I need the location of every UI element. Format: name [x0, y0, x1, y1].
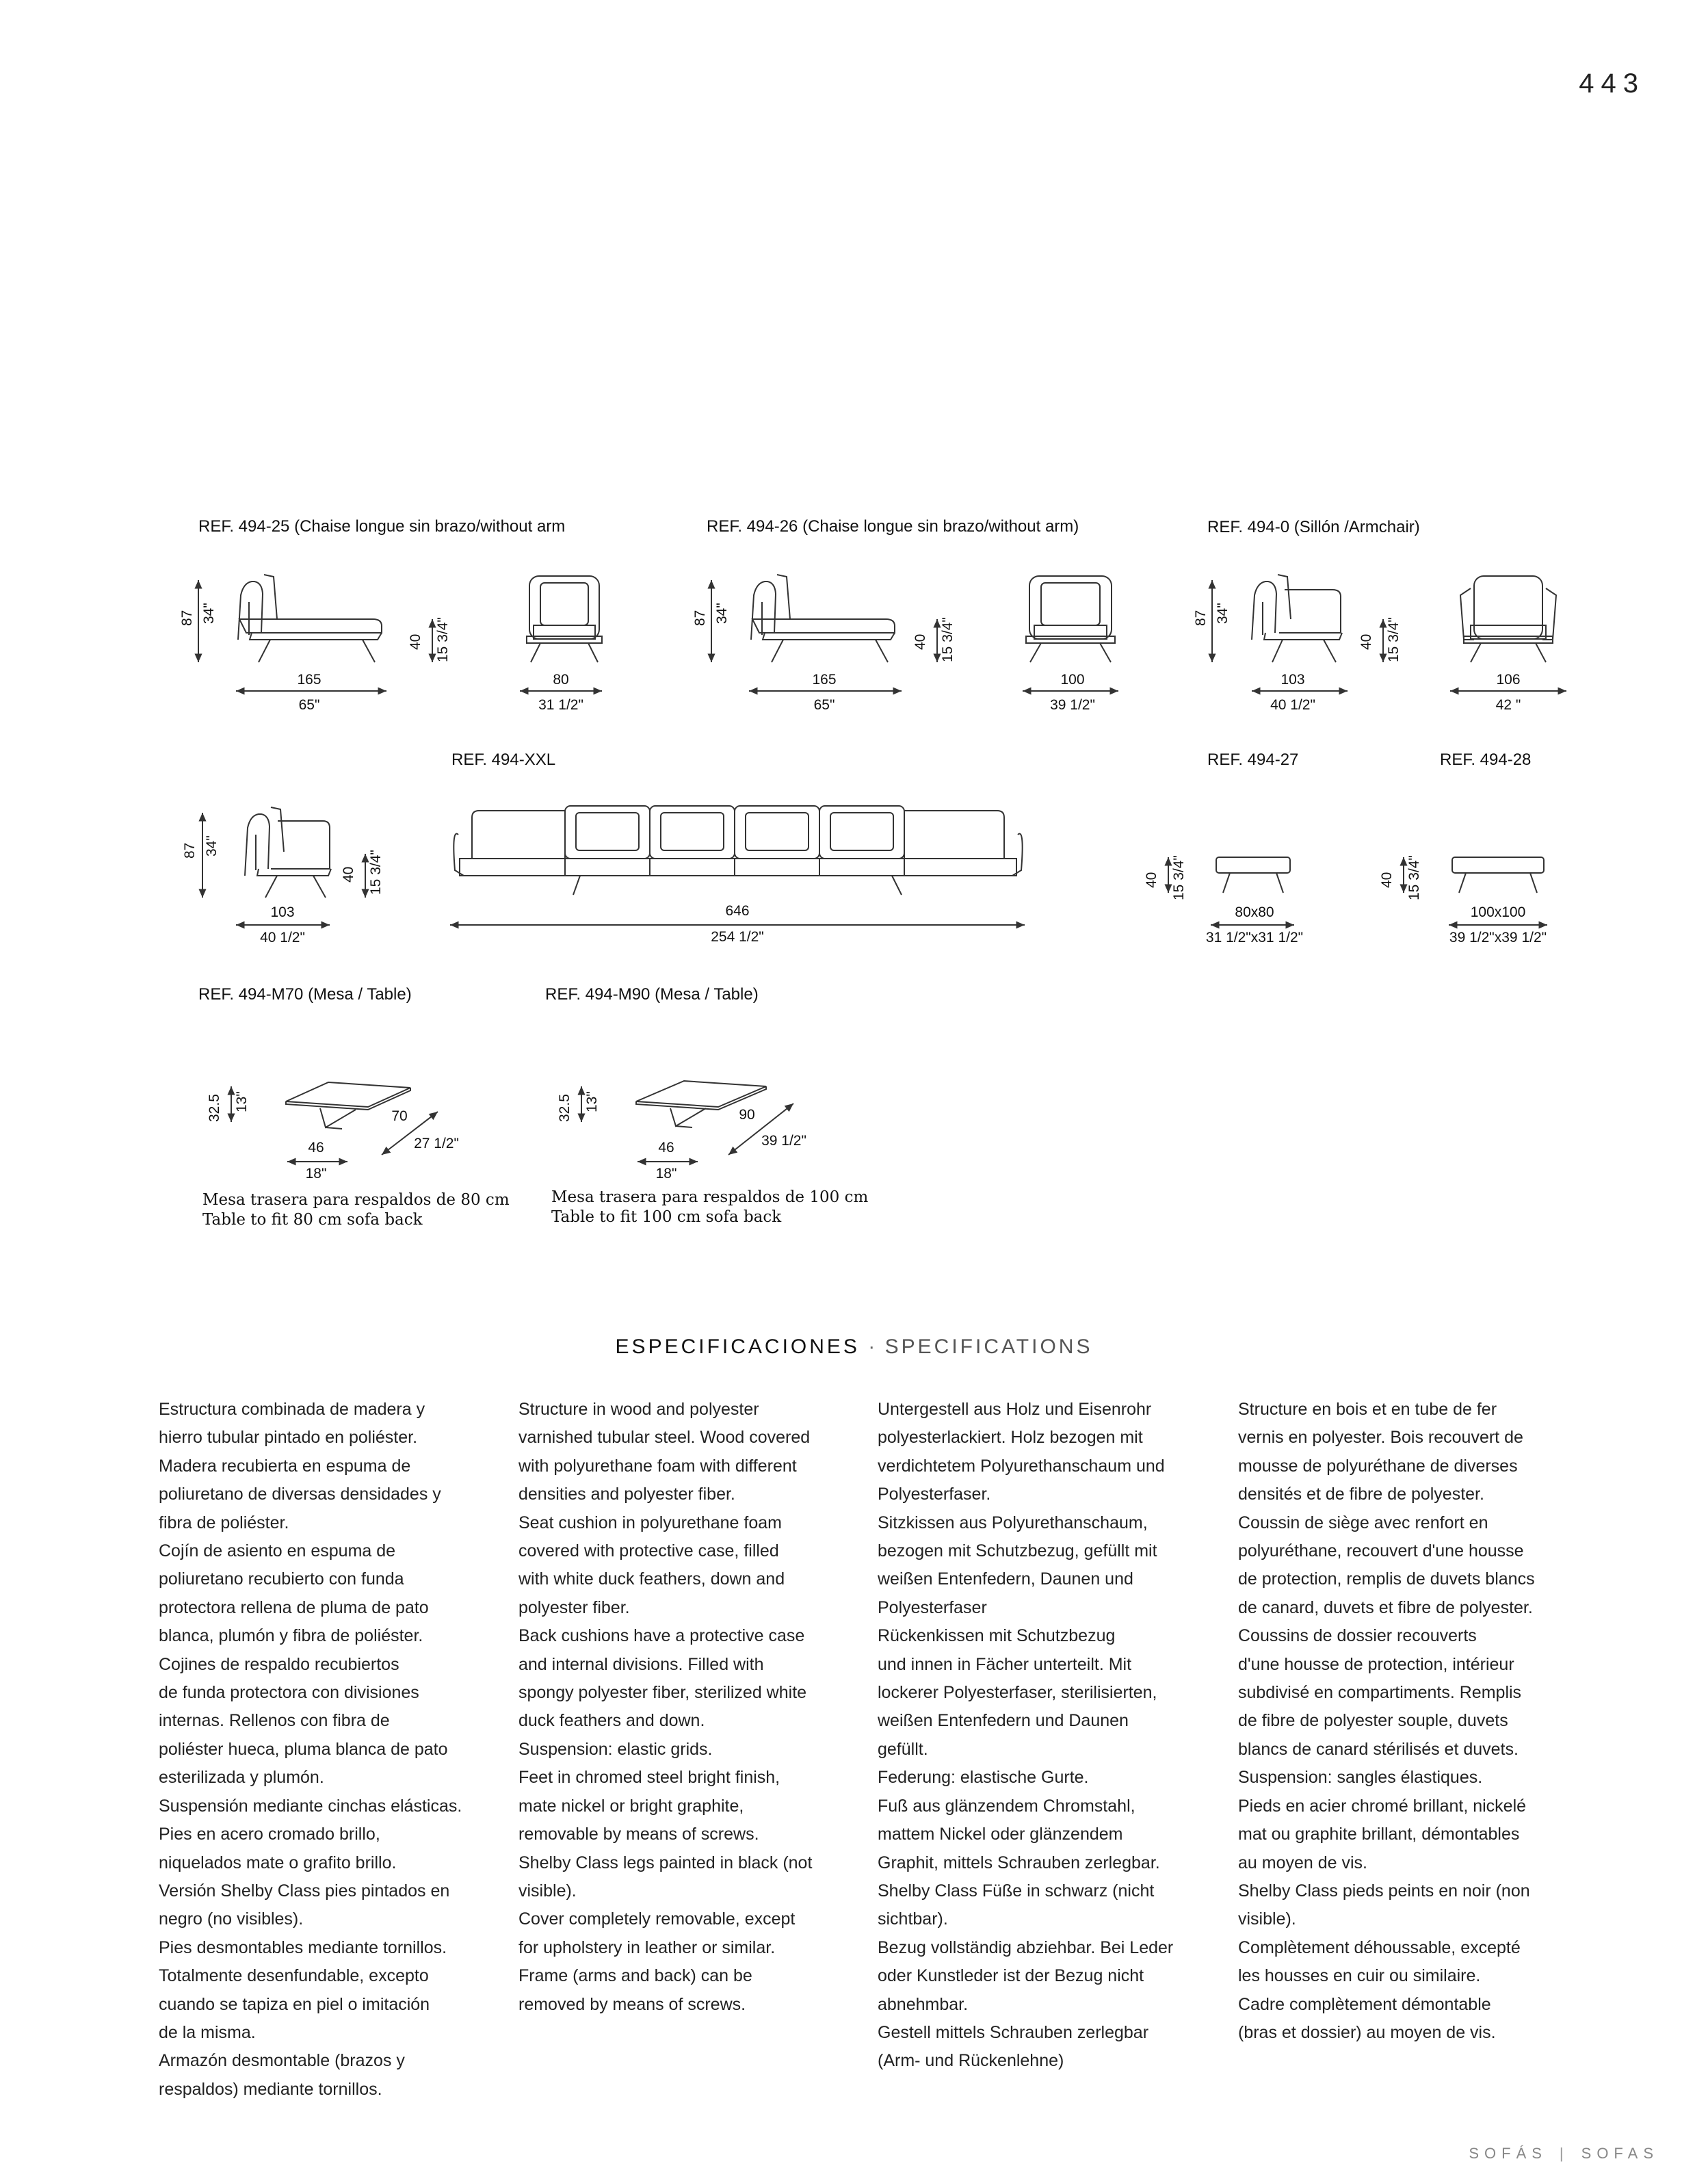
m70-depth-cm: 46: [308, 1140, 324, 1155]
chaise-494-26-front-drawing: [1026, 576, 1115, 662]
spec-line: Gestell mittels Schrauben zerlegbar: [878, 2022, 1149, 2042]
spec-line: poliuretano recubierto con funda: [159, 1569, 404, 1589]
spec-line: Rückenkissen mit Schutzbezug: [878, 1626, 1116, 1646]
spec-line: Shelby Class Füße in schwarz (nicht: [878, 1881, 1155, 1901]
spec-line: Structure in wood and polyester: [518, 1400, 759, 1419]
spec-line: Suspension: sangles élastiques.: [1238, 1768, 1483, 1788]
spec-line: densities and polyester fiber.: [518, 1485, 735, 1504]
sofa-494-xxl-drawing: [454, 806, 1022, 895]
armchair-494-0-side-drawing: [1252, 575, 1342, 662]
m90-length-cm: 90: [739, 1107, 755, 1123]
corner-height-cm: 87: [182, 842, 198, 859]
spec-line: with polyurethane foam with different: [518, 1456, 797, 1476]
spec-line: negro (no visibles).: [159, 1909, 304, 1929]
ref-494-28-title: REF. 494-28: [1440, 750, 1532, 769]
specifications-heading-separator: ·: [868, 1335, 877, 1358]
chaise25-length-in: 65": [298, 697, 320, 713]
xxl-length-cm: 646: [725, 903, 750, 919]
spec-line: hierro tubular pintado en poliéster.: [159, 1428, 418, 1448]
chaise25-seat-cm: 40: [408, 634, 423, 650]
chaise26-seat-in: 15 3/4": [940, 617, 956, 662]
spec-line: Pies desmontables mediante tornillos.: [159, 1937, 447, 1957]
armchair-front-cm: 106: [1496, 672, 1521, 688]
spec-line: Bezug vollständig abziehbar. Bei Leder: [878, 1937, 1174, 1957]
spec-line: Coussin de siège avec renfort en: [1238, 1513, 1488, 1532]
specifications-heading-en: SPECIFICATIONS: [884, 1335, 1093, 1358]
spec-line: Shelby Class pieds peints en noir (non: [1238, 1881, 1530, 1901]
ref-494-xxl-title: REF. 494-XXL: [451, 750, 556, 769]
spec-line: polyester fiber.: [518, 1597, 630, 1617]
spec-line: mattem Nickel oder glänzendem: [878, 1825, 1123, 1844]
corner-module-side-drawing: [245, 807, 331, 898]
spec-line: Cover completely removable, except: [518, 1909, 796, 1929]
spec-line: poliuretano de diversas densidades y: [159, 1485, 441, 1504]
m90-caption: [551, 1188, 868, 1227]
m90-length-in: 39 1/2": [761, 1133, 806, 1149]
pouf28-size-cm: 100x100: [1470, 904, 1526, 920]
pouf28-size-in: 39 1/2"x39 1/2": [1449, 930, 1547, 945]
spec-line: Estructura combinada de madera y: [159, 1400, 425, 1419]
specs-column-fr: [1238, 1396, 1566, 2047]
spec-line: Feet in chromed steel bright finish,: [518, 1768, 780, 1788]
page-number: 443: [1579, 68, 1645, 99]
spec-line: Graphit, mittels Schrauben zerlegbar.: [878, 1853, 1160, 1872]
footer-label-en: SOFAS: [1581, 2145, 1659, 2162]
spec-line: poliéster hueca, pluma blanca de pato: [159, 1739, 448, 1759]
spec-line: abnehmbar.: [878, 1994, 969, 2014]
spec-line: verdichtetem Polyurethanschaum und: [878, 1456, 1165, 1476]
spec-line: Sitzkissen aus Polyurethanschaum,: [878, 1513, 1148, 1532]
spec-line: blancs de canard stérilisés et duvets.: [1238, 1739, 1519, 1759]
pouf-494-28-drawing: [1452, 857, 1544, 893]
spec-line: de la misma.: [159, 2022, 256, 2042]
chaise25-height-cm: 87: [179, 610, 195, 626]
armchair-height-cm: 87: [1193, 610, 1209, 626]
spec-line: duck feathers and down.: [518, 1711, 705, 1731]
chaise-494-25-side-drawing: [238, 575, 382, 662]
chaise25-length-cm: 165: [297, 672, 321, 688]
spec-line: au moyen de vis.: [1238, 1853, 1367, 1872]
spec-line: gefüllt.: [878, 1739, 928, 1759]
spec-line: (bras et dossier) au moyen de vis.: [1238, 2022, 1496, 2042]
chaise26-front-cm: 100: [1060, 672, 1085, 688]
spec-line: Madera recubierta en espuma de: [159, 1456, 411, 1476]
spec-line: removed by means of screws.: [518, 1994, 746, 2014]
spec-line: subdivisé en compartiments. Remplis: [1238, 1683, 1522, 1703]
m70-depth-in: 18": [305, 1166, 327, 1181]
chaise-494-25-front-drawing: [527, 576, 602, 662]
chaise26-front-in: 39 1/2": [1050, 697, 1095, 713]
corner-seat-in: 15 3/4": [368, 850, 384, 895]
corner-length-cm: 103: [270, 904, 295, 920]
spec-line: weißen Entenfedern, Daunen und: [878, 1569, 1133, 1589]
spec-line: de protection, remplis de duvets blancs: [1238, 1569, 1535, 1589]
corner-height-in: 34": [204, 835, 220, 857]
spec-line: Suspension: elastic grids.: [518, 1739, 713, 1759]
spec-line: Back cushions have a protective case: [518, 1626, 805, 1646]
chaise25-front-cm: 80: [553, 672, 569, 688]
spec-line: Polyesterfaser.: [878, 1485, 991, 1504]
m70-caption: [202, 1190, 510, 1230]
specs-column-en: [518, 1396, 847, 2019]
pouf28-height-in: 15 3/4": [1406, 855, 1422, 900]
spec-line: Cadre complètement démontable: [1238, 1994, 1491, 2014]
spec-line: cuando se tapiza en piel o imitación: [159, 1994, 430, 2014]
pouf-494-27-drawing: [1216, 857, 1290, 893]
spec-line: lockerer Polyesterfaser, sterilisierten,: [878, 1683, 1157, 1703]
spec-line: Pieds en acier chromé brillant, nickelé: [1238, 1796, 1527, 1816]
spec-line: oder Kunstleder ist der Bezug nicht: [878, 1966, 1144, 1986]
spec-line: Shelby Class legs painted in black (not: [518, 1853, 813, 1872]
spec-line: (Arm- und Rückenlehne): [878, 2051, 1064, 2071]
armchair-494-0-front-drawing: [1460, 576, 1556, 662]
chaise25-front-in: 31 1/2": [538, 697, 583, 713]
spec-line: polyuréthane, recouvert d'une housse: [1238, 1541, 1524, 1561]
spec-line: mate nickel or bright graphite,: [518, 1796, 744, 1816]
armchair-seat-in: 15 3/4": [1386, 617, 1402, 662]
ref-494-26-title: REF. 494-26 (Chaise longue sin brazo/without arm): [707, 517, 1079, 536]
spec-line: Complètement déhoussable, excepté: [1238, 1937, 1521, 1957]
corner-length-in: 40 1/2": [260, 930, 305, 945]
spec-line: Cojines de respaldo recubiertos: [159, 1654, 399, 1674]
corner-seat-cm: 40: [341, 866, 356, 883]
spec-line: vernis en polyester. Bois recouvert de: [1238, 1428, 1523, 1448]
spec-line: fibra de poliéster.: [159, 1513, 289, 1532]
chaise25-seat-in: 15 3/4": [435, 617, 451, 662]
ref-494-0-title: REF. 494-0 (Sillón /Armchair): [1207, 518, 1420, 536]
m70-caption-en: Table to fit 80 cm sofa back: [202, 1211, 423, 1229]
pouf27-size-cm: 80x80: [1235, 904, 1274, 920]
m90-height-in: 13": [584, 1091, 600, 1112]
spec-line: covered with protective case, filled: [518, 1541, 779, 1561]
spec-line: Frame (arms and back) can be: [518, 1966, 752, 1986]
spec-line: respaldos) mediante tornillos.: [159, 2079, 382, 2099]
ref-494-m70-title: REF. 494-M70 (Mesa / Table): [198, 985, 412, 1004]
armchair-front-in: 42 ": [1495, 697, 1521, 713]
m90-height-cm: 32.5: [557, 1094, 573, 1122]
spec-line: with white duck feathers, down and: [518, 1569, 785, 1589]
spec-line: Totalmente desenfundable, excepto: [159, 1966, 429, 1986]
pouf27-size-in: 31 1/2"x31 1/2": [1205, 930, 1304, 945]
spec-line: blanca, plumón y fibra de poliéster.: [159, 1626, 423, 1646]
chaise26-length-cm: 165: [812, 672, 837, 688]
spec-line: for upholstery in leather or similar.: [518, 1937, 776, 1957]
spec-line: Untergestell aus Holz und Eisenrohr: [878, 1400, 1152, 1419]
spec-line: Fuß aus glänzendem Chromstahl,: [878, 1796, 1135, 1816]
m70-caption-es: Mesa trasera para respaldos de 80 cm: [202, 1191, 510, 1209]
m90-caption-en: Table to fit 100 cm sofa back: [551, 1208, 782, 1226]
ref-494-m90-title: REF. 494-M90 (Mesa / Table): [545, 985, 759, 1004]
spec-line: Structure en bois et en tube de fer: [1238, 1400, 1497, 1419]
chaise26-length-in: 65": [813, 697, 835, 713]
spec-line: Seat cushion in polyurethane foam: [518, 1513, 782, 1532]
pouf27-height-in: 15 3/4": [1171, 855, 1187, 900]
pouf27-height-cm: 40: [1144, 872, 1159, 888]
pouf28-height-cm: 40: [1379, 872, 1395, 888]
spec-line: internas. Rellenos con fibra de: [159, 1711, 390, 1731]
spec-line: Versión Shelby Class pies pintados en: [159, 1881, 450, 1901]
spec-line: de funda protectora con divisiones: [159, 1683, 419, 1703]
m70-height-cm: 32.5: [207, 1094, 222, 1122]
spec-line: esterilizada y plumón.: [159, 1768, 324, 1788]
spec-line: de fibre de polyester souple, duvets: [1238, 1711, 1508, 1731]
specs-column-es: [159, 1396, 487, 2104]
spec-line: mousse de polyuréthane de diverses: [1238, 1456, 1518, 1476]
m70-height-in: 13": [234, 1091, 250, 1112]
spec-line: Coussins de dossier recouverts: [1238, 1626, 1477, 1646]
spec-line: de canard, duvets et fibre de polyester.: [1238, 1597, 1533, 1617]
armchair-length-in: 40 1/2": [1270, 697, 1315, 713]
chaise26-height-cm: 87: [692, 610, 708, 626]
specs-column-de: [878, 1396, 1206, 2076]
specifications-heading: [0, 1335, 1708, 1359]
ref-494-27-title: REF. 494-27: [1207, 750, 1299, 769]
spec-line: niquelados mate o grafito brillo.: [159, 1853, 397, 1872]
spec-line: Federung: elastische Gurte.: [878, 1768, 1089, 1788]
spec-line: les housses en cuir ou similaire.: [1238, 1966, 1481, 1986]
spec-line: protectora rellena de pluma de pato: [159, 1597, 429, 1617]
footer-separator: |: [1559, 2145, 1569, 2162]
ref-494-25-title: REF. 494-25 (Chaise longue sin brazo/without arm: [198, 517, 566, 536]
chaise-494-26-side-drawing: [751, 575, 895, 662]
m90-depth-in: 18": [655, 1166, 677, 1181]
m70-length-cm: 70: [391, 1108, 408, 1124]
spec-line: visible).: [518, 1881, 577, 1901]
m90-caption-es: Mesa trasera para respaldos de 100 cm: [551, 1188, 869, 1206]
armchair-height-in: 34": [1215, 603, 1231, 624]
spec-line: sichtbar).: [878, 1909, 948, 1929]
m70-length-in: 27 1/2": [414, 1136, 459, 1151]
spec-line: spongy polyester fiber, sterilized white: [518, 1683, 807, 1703]
footer-label-es: SOFÁS: [1469, 2145, 1547, 2162]
armchair-length-cm: 103: [1280, 672, 1305, 688]
specifications-heading-es: ESPECIFICACIONES: [615, 1335, 860, 1358]
footer-section-label: [1469, 2145, 1659, 2163]
spec-line: densités et de fibre de polyester.: [1238, 1485, 1484, 1504]
spec-line: removable by means of screws.: [518, 1825, 759, 1844]
spec-line: d'une housse de protection, intérieur: [1238, 1654, 1514, 1674]
spec-line: polyesterlackiert. Holz bezogen mit: [878, 1428, 1143, 1448]
m90-depth-cm: 46: [658, 1140, 674, 1155]
spec-line: Cojín de asiento en espuma de: [159, 1541, 396, 1561]
spec-line: visible).: [1238, 1909, 1296, 1929]
chaise25-height-in: 34": [201, 603, 217, 624]
xxl-length-in: 254 1/2": [711, 929, 764, 945]
spec-line: Suspensión mediante cinchas elásticas.: [159, 1796, 462, 1816]
chaise26-height-in: 34": [714, 603, 730, 624]
chaise26-seat-cm: 40: [912, 634, 928, 650]
spec-line: Armazón desmontable (brazos y: [159, 2051, 405, 2071]
spec-line: und innen in Fächer unterteilt. Mit: [878, 1654, 1132, 1674]
spec-line: Pies en acero cromado brillo,: [159, 1825, 380, 1844]
spec-line: varnished tubular steel. Wood covered: [518, 1428, 811, 1448]
armchair-seat-cm: 40: [1358, 634, 1374, 650]
spec-line: Polyesterfaser: [878, 1597, 987, 1617]
spec-line: and internal divisions. Filled with: [518, 1654, 764, 1674]
spec-line: weißen Entenfedern und Daunen: [878, 1711, 1129, 1731]
spec-line: mat ou graphite brillant, démontables: [1238, 1825, 1520, 1844]
spec-line: bezogen mit Schutzbezug, gefüllt mit: [878, 1541, 1157, 1561]
